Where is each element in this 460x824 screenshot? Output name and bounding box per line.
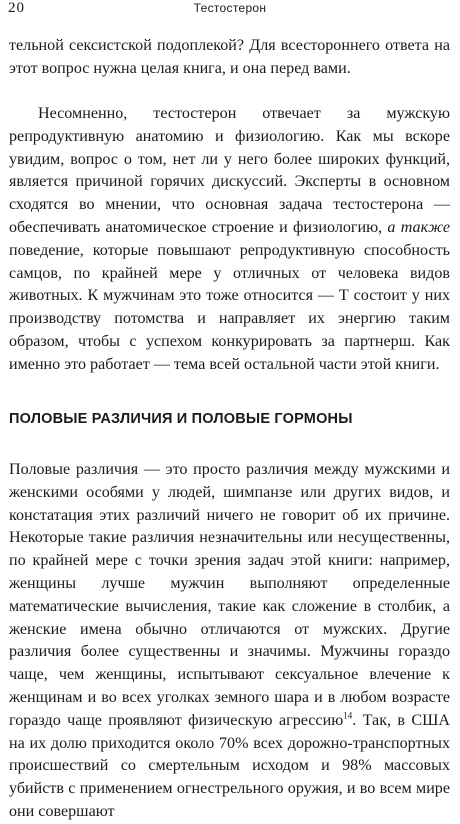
footnote-ref[interactable]: 14 [343,710,353,721]
paragraph-2-part-a: Несомненно, тестостерон отвечает за мужскую репродуктивную анатомию и физиологию. Как мы вскоре увидим, вопрос о том, нет ли у него более широких функций, является причиной горячих дискуссий. Эксперты в основном сходятся во мнении, что основная задача тестостерона — обеспечивать анатомическое строение и физиологию, [9,105,450,236]
paragraph-2 [9,103,450,377]
running-title: Тестостерон [193,1,267,15]
paragraph-3 [9,459,450,824]
paragraph-2-emphasis: а также [387,218,450,236]
paragraph-2-text [9,103,450,377]
paragraph-3-part-b: . Так, в США на их долю приходится около 70% всех дорожно-транспортных происшествий со смертельным исходом и 98% массовых убийств с применением огнестрельного оружия, и во всем мире они совершают [9,711,450,820]
paragraph-2-part-b: поведение, которые повышают репродуктивную способность самцов, по крайней мере у отличных от человека видов животных. К мужчинам это тоже относится — Т состоит у них производству потомства и направляет их энергию таким образом, чтобы с успехом конкурировать за партнерш. Как именно это работает — тема всей остальной части этой книги. [9,241,450,373]
paragraph-3-part-a: Половые различия — это просто различия между мужскими и женскими особями у людей, шимпанзе или других видов, и констатация этих различий ничего не говорит об их причине. Некоторые такие различия незначительны или несущественны, по крайней мере с точки зрения задач этой книги: например, женщины лучше мужчин выполняют определенные математические вычисления, такие как сложение в столбик, а женские имена обычно отличаются от мужских. Другие различия более существенны и значимы. Мужчины гораздо чаще, чем женщины, испытывают сексуальное влечение к женщинам и во всех уголках земного шара и в любом возрасте гораздо чаще проявляют физическую агрессию [9,461,450,729]
paragraph-3-text [9,459,450,824]
paragraph-1-text: тельной сексистской подоплекой? Для всестороннего ответа на этот вопрос нужна целая книга, и она перед вами. [9,37,450,77]
page-header [0,0,460,20]
page-number: 20 [8,0,25,16]
paragraph-continued [9,35,450,81]
section-heading: ПОЛОВЫЕ РАЗЛИЧИЯ И ПОЛОВЫЕ ГОРМОНЫ [9,411,353,427]
